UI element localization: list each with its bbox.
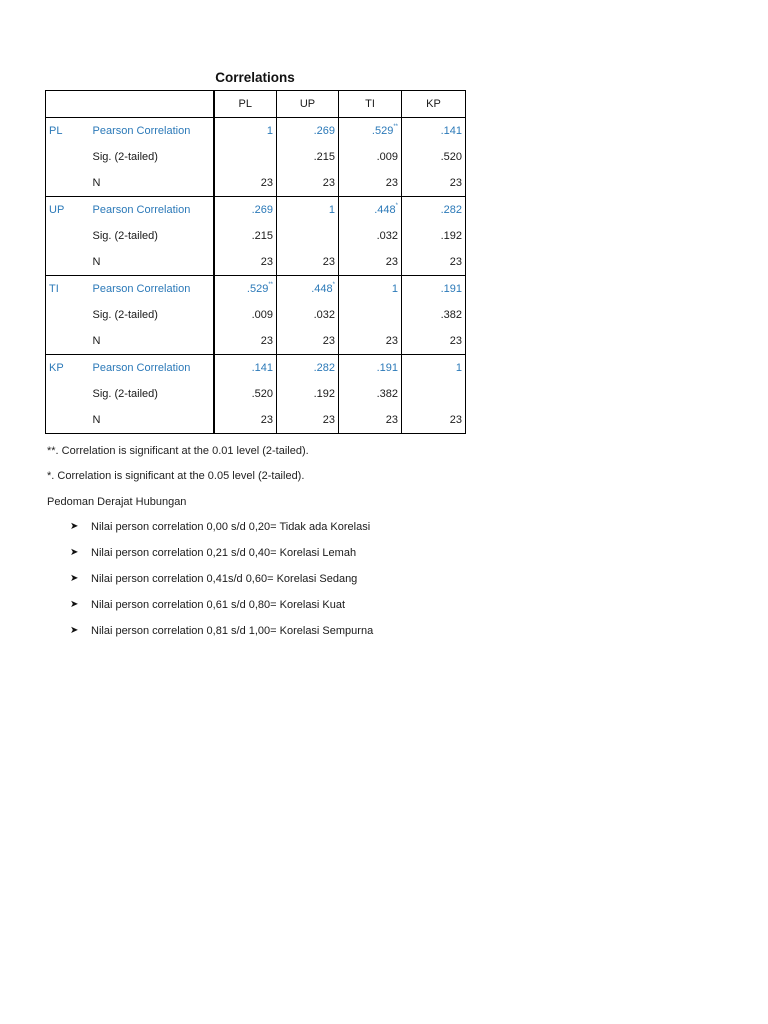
header-row — [46, 91, 466, 118]
arrowhead-bullet-icon: ➤ — [70, 547, 79, 558]
table-cell — [214, 276, 277, 303]
table-cell — [277, 249, 339, 276]
arrowhead-bullet-icon: ➤ — [70, 599, 79, 610]
guide-item-text: Nilai person correlation 0,21 s/d 0,40= Korelasi Lemah — [91, 547, 357, 559]
row-statistic: Sig. (2-tailed) — [92, 309, 158, 321]
table-row — [46, 355, 466, 382]
table-cell — [214, 118, 277, 145]
table-cell — [402, 276, 466, 303]
cell-value: .269 — [313, 125, 335, 137]
cell-value: .448 — [311, 283, 333, 295]
table-cell — [277, 223, 339, 249]
table-cell — [339, 328, 402, 355]
table-cell — [277, 170, 339, 197]
column-header: PL — [214, 91, 277, 118]
table-cell — [339, 407, 402, 434]
row-statistic: Pearson Correlation — [92, 283, 191, 295]
correlations-table — [45, 90, 466, 434]
cell-value: 23 — [385, 177, 398, 189]
footnote-sig-05: *. Correlation is significant at the 0.05 level (2-tailed). — [47, 470, 305, 482]
cell-value: .141 — [251, 362, 273, 374]
guide-item — [70, 571, 373, 597]
cell-value: 1 — [391, 283, 398, 295]
table-cell — [402, 302, 466, 328]
cell-value: 23 — [385, 256, 398, 268]
row-variable — [46, 381, 90, 407]
table-cell — [402, 249, 466, 276]
table-row — [46, 118, 466, 145]
table-cell — [214, 302, 277, 328]
column-header: TI — [339, 91, 402, 118]
cell-value: .448 — [374, 204, 396, 216]
arrowhead-bullet-icon: ➤ — [70, 573, 79, 584]
cell-value: 23 — [322, 414, 335, 426]
table-cell — [277, 144, 339, 170]
table-cell — [277, 197, 339, 224]
table-cell — [402, 118, 466, 145]
table-cell — [277, 328, 339, 355]
cell-value: 23 — [260, 414, 273, 426]
table-cell — [214, 249, 277, 276]
row-variable — [46, 144, 90, 170]
cell-value: .141 — [440, 125, 462, 137]
cell-value: 23 — [260, 177, 273, 189]
table-row — [46, 381, 466, 407]
cell-value: 23 — [449, 256, 462, 268]
column-header: UP — [277, 91, 339, 118]
table-cell — [339, 249, 402, 276]
cell-value: .382 — [440, 309, 462, 321]
table-cell — [277, 276, 339, 303]
header-blank-stat — [90, 91, 214, 118]
table-cell — [277, 118, 339, 145]
table-cell — [214, 170, 277, 197]
cell-value: .382 — [376, 388, 398, 400]
significance-marker: ** — [393, 124, 398, 131]
table-cell — [339, 381, 402, 407]
row-statistic: Sig. (2-tailed) — [92, 151, 158, 163]
row-variable — [46, 328, 90, 355]
table-cell — [214, 197, 277, 224]
cell-value: .191 — [376, 362, 398, 374]
cell-value: 1 — [328, 204, 335, 216]
cell-value: .192 — [313, 388, 335, 400]
table-cell — [277, 355, 339, 382]
table-cell — [339, 276, 402, 303]
table-cell — [339, 170, 402, 197]
table-cell — [402, 223, 466, 249]
cell-value: 23 — [260, 256, 273, 268]
table-row — [46, 407, 466, 434]
row-variable: PL — [49, 125, 63, 137]
cell-value: .009 — [376, 151, 398, 163]
cell-value: .282 — [440, 204, 462, 216]
guide-item-text: Nilai person correlation 0,61 s/d 0,80= Korelasi Kuat — [91, 599, 346, 611]
cell-value: 1 — [266, 125, 273, 137]
table-row — [46, 197, 466, 224]
cell-value: 23 — [322, 335, 335, 347]
row-statistic: Sig. (2-tailed) — [92, 230, 158, 242]
row-statistic: N — [90, 328, 214, 355]
row-statistic: Pearson Correlation — [92, 362, 191, 374]
row-statistic: N — [90, 170, 214, 197]
cell-value: 23 — [322, 256, 335, 268]
cell-value: 23 — [449, 177, 462, 189]
table-title: Correlations — [215, 70, 295, 85]
guide-item — [70, 623, 373, 649]
table-cell — [277, 381, 339, 407]
table-cell — [214, 407, 277, 434]
column-header: KP — [402, 91, 466, 118]
row-statistic: Sig. (2-tailed) — [92, 388, 158, 400]
table-cell — [339, 144, 402, 170]
row-variable — [46, 223, 90, 249]
table-row — [46, 276, 466, 303]
table-cell — [339, 197, 402, 224]
guide-item-text: Nilai person correlation 0,41s/d 0,60= Korelasi Sedang — [91, 573, 358, 585]
row-statistic: Pearson Correlation — [92, 125, 191, 137]
guide-heading: Pedoman Derajat Hubungan — [47, 496, 187, 508]
significance-marker: ** — [268, 282, 273, 289]
cell-value: 23 — [260, 335, 273, 347]
table-cell — [339, 355, 402, 382]
row-variable: TI — [49, 283, 59, 295]
cell-value: 23 — [449, 414, 462, 426]
table-row — [46, 170, 466, 197]
footnote-sig-01: **. Correlation is significant at the 0.01 level (2-tailed). — [47, 445, 309, 457]
cell-value: 23 — [385, 335, 398, 347]
row-statistic: Pearson Correlation — [92, 204, 191, 216]
cell-value: .215 — [251, 230, 273, 242]
guide-item-text: Nilai person correlation 0,00 s/d 0,20= Tidak ada Korelasi — [91, 521, 371, 533]
table-cell — [214, 381, 277, 407]
table-cell — [339, 118, 402, 145]
row-variable — [46, 302, 90, 328]
table-cell — [214, 328, 277, 355]
table-row — [46, 223, 466, 249]
guide-item — [70, 597, 373, 623]
guide-item — [70, 519, 373, 545]
significance-marker: * — [332, 282, 335, 289]
row-variable — [46, 170, 90, 197]
table-row — [46, 144, 466, 170]
table-cell — [277, 407, 339, 434]
row-variable: UP — [49, 204, 65, 216]
arrowhead-bullet-icon: ➤ — [70, 521, 79, 532]
guide-item — [70, 545, 373, 571]
table-cell — [402, 144, 466, 170]
row-statistic: N — [90, 407, 214, 434]
significance-marker: * — [395, 203, 398, 210]
cell-value: .269 — [251, 204, 273, 216]
cell-value: .282 — [313, 362, 335, 374]
cell-value: .009 — [251, 309, 273, 321]
header-blank-var — [46, 91, 90, 118]
cell-value: 23 — [322, 177, 335, 189]
table-row — [46, 249, 466, 276]
table-cell — [339, 302, 402, 328]
table-cell — [402, 355, 466, 382]
guide-item-text: Nilai person correlation 0,81 s/d 1,00= Korelasi Sempurna — [91, 625, 374, 637]
table-cell — [402, 407, 466, 434]
cell-value: .192 — [440, 230, 462, 242]
cell-value: 1 — [455, 362, 462, 374]
cell-value: .520 — [440, 151, 462, 163]
row-variable — [46, 249, 90, 276]
table-row — [46, 302, 466, 328]
row-variable — [46, 407, 90, 434]
cell-value: .520 — [251, 388, 273, 400]
guide-list — [70, 519, 373, 649]
table-cell — [339, 223, 402, 249]
cell-value: .529 — [371, 125, 394, 137]
table-cell — [402, 381, 466, 407]
table-cell — [277, 302, 339, 328]
table-cell — [214, 144, 277, 170]
cell-value: 23 — [449, 335, 462, 347]
cell-value: .032 — [376, 230, 398, 242]
table-cell — [402, 328, 466, 355]
table-cell — [402, 197, 466, 224]
arrowhead-bullet-icon: ➤ — [70, 625, 79, 636]
cell-value: 23 — [385, 414, 398, 426]
row-statistic: N — [90, 249, 214, 276]
table-row — [46, 328, 466, 355]
table-cell — [214, 355, 277, 382]
cell-value: .215 — [313, 151, 335, 163]
cell-value: .191 — [440, 283, 462, 295]
cell-value: .032 — [313, 309, 335, 321]
cell-value: .529 — [246, 283, 269, 295]
table-cell — [402, 170, 466, 197]
row-variable: KP — [49, 362, 64, 374]
table-cell — [214, 223, 277, 249]
